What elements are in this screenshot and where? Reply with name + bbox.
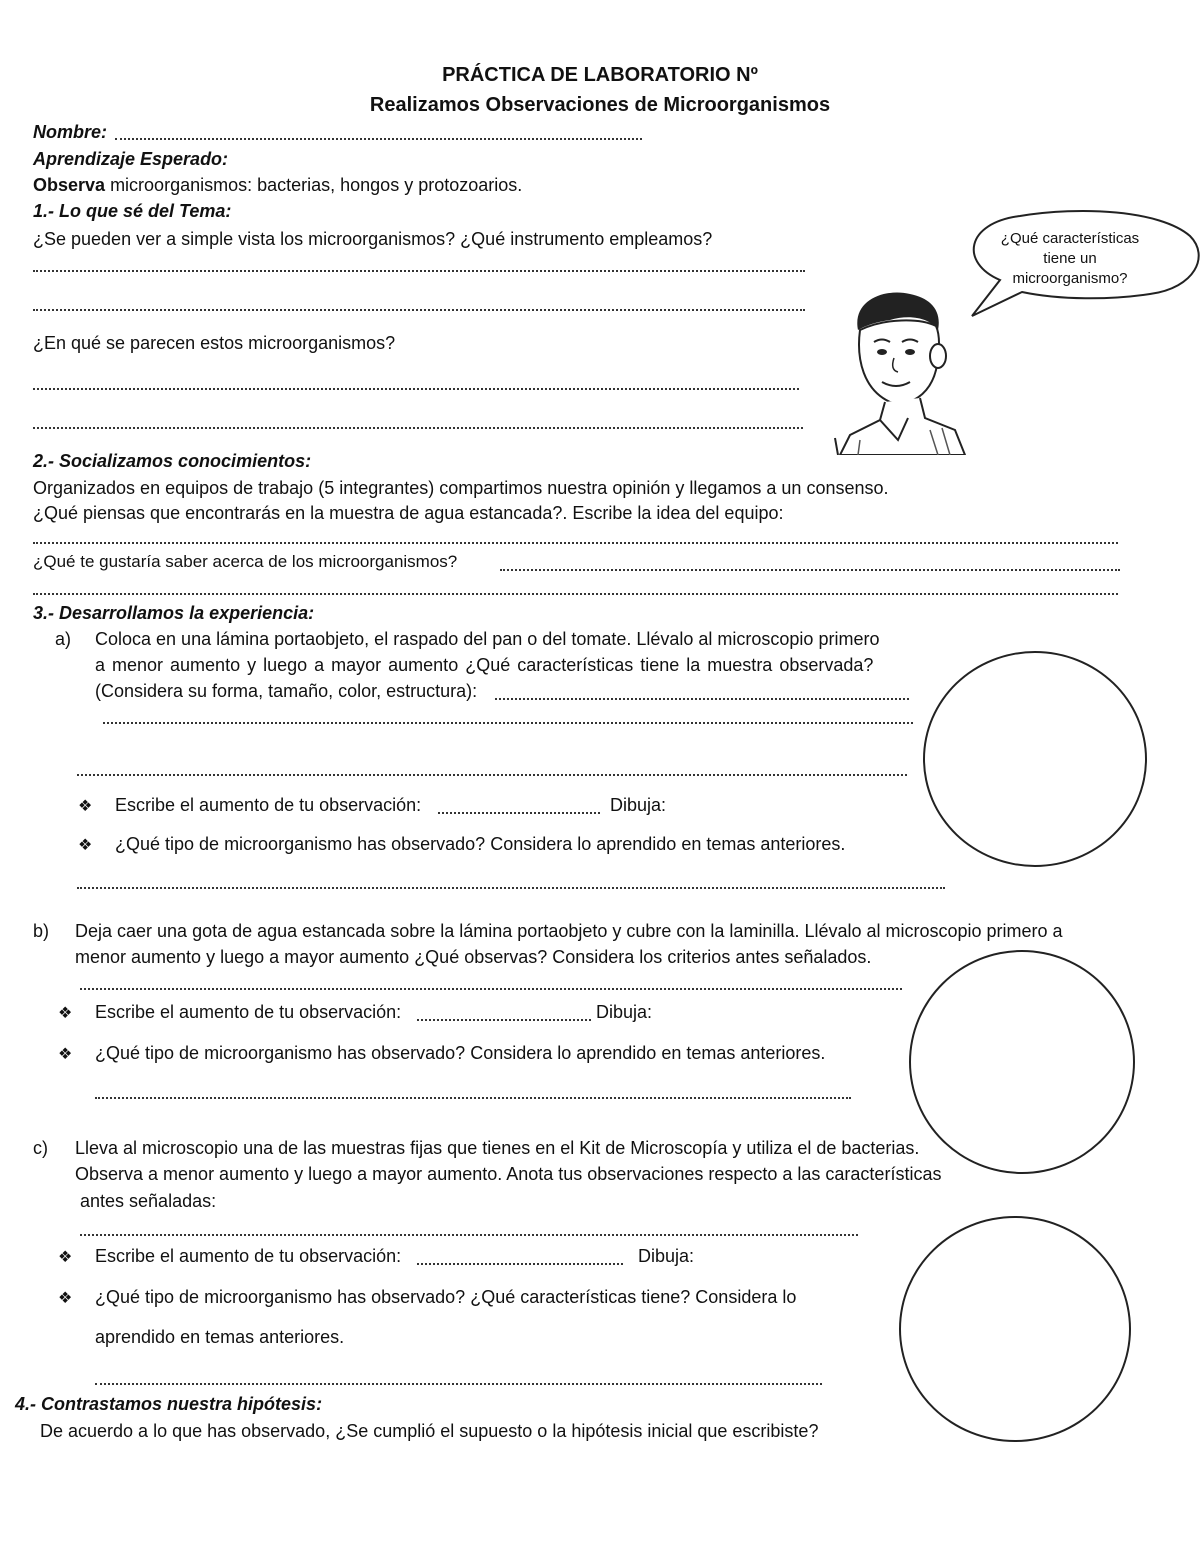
section2-heading: 2.- Socializamos conocimientos: [33, 451, 312, 471]
drawing-circle[interactable] [923, 651, 1147, 867]
draw-label: Dibuja: [596, 1002, 653, 1022]
draw-label: Dibuja: [610, 795, 667, 815]
item-c-text: antes señaladas: [80, 1191, 217, 1211]
bullet-text: Escribe el aumento de tu observación: [95, 1246, 402, 1266]
magnification-field[interactable] [417, 1019, 591, 1021]
drawing-circle[interactable] [909, 950, 1135, 1174]
item-c-text: Observa a menor aumento y luego a mayor aumento. Anota tus observaciones respecto a las características [75, 1164, 942, 1184]
section3-heading: 3.- Desarrollamos la experiencia: [33, 603, 315, 623]
item-a-text: Coloca en una lámina portaobjeto, el raspado del pan o del tomate. Llévalo al microscopio primero [95, 629, 880, 649]
speech-bubble-text [990, 229, 1150, 289]
answer-line[interactable] [500, 569, 1120, 571]
bullet-icon: ❖ [58, 1290, 73, 1307]
answer-line[interactable] [33, 388, 799, 390]
page-subtitle: Realizamos Observaciones de Microorganismos [369, 94, 831, 116]
bullet-text: aprendido en temas anteriores. [95, 1327, 345, 1347]
answer-line[interactable] [77, 887, 945, 889]
boy-illustration [830, 290, 975, 455]
speech-line: microorganismo? [1012, 270, 1128, 287]
aprendizaje-body: microorganismos: bacterias, hongos y protozoarios. [110, 175, 523, 195]
answer-line[interactable] [33, 593, 1118, 595]
answer-line[interactable] [33, 427, 803, 429]
magnification-field[interactable] [417, 1263, 623, 1265]
aprendizaje-verb: Observa [33, 175, 106, 195]
section4-heading: 4.- Contrastamos nuestra hipótesis: [15, 1394, 323, 1414]
item-b-text: menor aumento y luego a mayor aumento ¿Qué observas? Considera los criterios antes señalados. [75, 947, 872, 967]
item-a-text: a menor aumento y luego a mayor aumento ¿Qué características tiene la muestra observada? [95, 655, 874, 675]
answer-line[interactable] [80, 1234, 858, 1236]
item-a-text: (Considera su forma, tamaño, color, estructura): [95, 681, 478, 701]
bullet-icon: ❖ [78, 798, 93, 815]
answer-line[interactable] [77, 774, 907, 776]
bullet-text: ¿Qué tipo de microorganismo has observado? Considera lo aprendido en temas anteriores. [115, 834, 846, 854]
answer-line[interactable] [95, 1383, 822, 1385]
answer-line[interactable] [495, 698, 909, 700]
section1-question1: ¿Se pueden ver a simple vista los microorganismos? ¿Qué instrumento empleamos? [33, 229, 713, 249]
section2-paragraph: Organizados en equipos de trabajo (5 integrantes) compartimos nuestra opinión y llegamos a un consenso. [33, 478, 889, 498]
draw-label: Dibuja: [638, 1246, 695, 1266]
bullet-text: Escribe el aumento de tu observación: [95, 1002, 402, 1022]
nombre-field[interactable] [115, 138, 642, 140]
speech-line: ¿Qué características [1000, 230, 1140, 247]
bullet-icon: ❖ [78, 837, 93, 854]
bullet-icon: ❖ [58, 1046, 73, 1063]
section1-heading: 1.- Lo que sé del Tema: [33, 201, 232, 221]
speech-line: tiene un [1043, 250, 1097, 267]
item-c-text: Lleva al microscopio una de las muestras fijas que tienes en el Kit de Microscopía y utiliza el de bacterias. [75, 1138, 920, 1158]
answer-line[interactable] [103, 722, 913, 724]
answer-line[interactable] [33, 270, 805, 272]
item-marker: a) [55, 629, 72, 649]
bullet-icon: ❖ [58, 1005, 73, 1022]
aprendizaje-text [33, 175, 522, 196]
section1-question2: ¿En qué se parecen estos microorganismos? [33, 333, 396, 353]
item-marker: c) [33, 1138, 48, 1158]
bullet-icon: ❖ [58, 1249, 73, 1266]
item-marker: b) [33, 921, 50, 941]
bullet-text: Escribe el aumento de tu observación: [115, 795, 422, 815]
section2-question2: ¿Qué te gustaría saber acerca de los microorganismos? [33, 552, 458, 571]
magnification-field[interactable] [438, 812, 600, 814]
answer-line[interactable] [33, 542, 1118, 544]
bullet-text: ¿Qué tipo de microorganismo has observado? Considera lo aprendido en temas anteriores. [95, 1043, 826, 1063]
answer-line[interactable] [80, 988, 902, 990]
answer-line[interactable] [95, 1097, 851, 1099]
section4-question: De acuerdo a lo que has observado, ¿Se cumplió el supuesto o la hipótesis inicial que escribiste? [40, 1421, 819, 1441]
drawing-circle[interactable] [899, 1216, 1131, 1442]
bullet-text: ¿Qué tipo de microorganismo has observado? ¿Qué características tiene? Considera lo [95, 1287, 797, 1307]
aprendizaje-label: Aprendizaje Esperado: [33, 149, 229, 169]
page-title: PRÁCTICA DE LABORATORIO Nº [442, 64, 758, 86]
nombre-label: Nombre: [33, 122, 108, 142]
answer-line[interactable] [33, 309, 805, 311]
item-b-text: Deja caer una gota de agua estancada sobre la lámina portaobjeto y cubre con la laminilla. Llévalo al microscopio primero a [75, 921, 1063, 941]
section2-question: ¿Qué piensas que encontrarás en la muestra de agua estancada?. Escribe la idea del equipo: [33, 503, 784, 523]
